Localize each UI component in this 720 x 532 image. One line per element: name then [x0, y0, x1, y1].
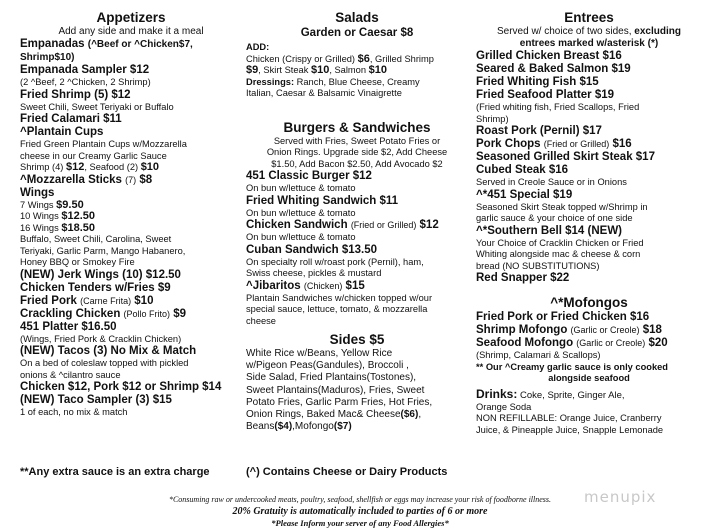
menu-item-grilled-chicken: Grilled Chicken Breast $16 [476, 50, 622, 62]
sides-line-5: Potato Fries, Garlic Parm Fries, Hot Fries, [246, 396, 433, 408]
sides-line-4: Sweet Plantains(Maduros), Fries, Sweet [246, 384, 425, 396]
gratuity-note: 20% Gratuity is automatically included to parties of 6 or more [232, 506, 488, 517]
menu-item-crackling-chicken: Crackling Chicken (Pollo Frito) $9 [20, 307, 187, 320]
jibaritos-desc-2: special sauce, lettuce, tomato, & mozzarella [246, 304, 428, 314]
mofongo-note-2: alongside seafood [548, 373, 630, 383]
menu-item-skirt-steak: Seasoned Grilled Skirt Steak $17 [476, 151, 655, 163]
sides-line-3: Side Salad, Fried Plantains(Tostones), [246, 372, 417, 384]
sides-line-2: w/Pigeon Peas(Gandules), Broccoli , [246, 360, 409, 372]
appetizers-title: Appetizers [96, 10, 166, 25]
cuban-desc-2: Swiss cheese, pickles & mustard [246, 268, 382, 278]
menu-item-fried-shrimp: Fried Shrimp (5) $12 [20, 88, 131, 101]
dairy-note: (^) Contains Cheese or Dairy Products [246, 466, 448, 478]
jibaritos-desc-1: Plantain Sandwiches w/chicken topped w/our [246, 292, 433, 303]
whiting-sandwich-desc: On bun w/lettuce & tomato [246, 207, 356, 218]
mofongos-title: ^*Mofongos [550, 295, 628, 310]
menu-item-whiting-sandwich: Fried Whiting Sandwich $11 [246, 194, 399, 207]
menu-item-jerk-wings: (NEW) Jerk Wings (10) $12.50 [20, 268, 181, 281]
seafood-desc-1: (Fried whiting fish, Fried Scallops, Fried [476, 102, 640, 112]
salads-dressings: Dressings: Ranch, Blue Cheese, Creamy [246, 76, 420, 87]
menu-item-tacos: (NEW) Tacos (3) No Mix & Match [20, 345, 197, 357]
mofongo-note-1: ** Our ^Creamy garlic sauce is only cooked [476, 361, 668, 372]
salads-add-label: ADD: [246, 42, 270, 52]
tacos-desc-1: On a bed of coleslaw topped with pickled [20, 358, 189, 368]
special-desc-1: Seasoned Skirt Steak topped w/Shrimp in [476, 201, 648, 212]
wings-7: 7 Wings $9.50 [20, 198, 84, 211]
entrees-title: Entrees [564, 10, 614, 25]
menu-item-red-snapper: Red Snapper $22 [476, 272, 570, 284]
jibaritos-desc-3: cheese [246, 315, 276, 326]
menu-item-empanada-sampler: Empanada Sampler $12 [20, 64, 150, 76]
salads-add-line-1: Chicken (Crispy or Grilled) $6, Grilled Shrimp [246, 52, 434, 65]
extra-sauce-note: **Any extra sauce is an extra charge [20, 466, 210, 478]
menu-item-salmon: Seared & Baked Salmon $19 [476, 63, 631, 75]
taco-sampler-desc: 1 of each, no mix & match [20, 407, 128, 417]
middle-column [246, 10, 468, 433]
salads-title: Salads [335, 10, 379, 25]
wings-desc-1: Buffalo, Sweet Chili, Carolina, Sweet [20, 234, 172, 244]
foodborne-disclaimer: *Consuming raw or undercooked meats, poultry, seafood, shellfish or eggs may increase your risk of foodborne illness. [168, 495, 552, 504]
cuban-desc-1: On specialty roll w/roast pork (Pernil), ham, [246, 256, 424, 267]
burgers-desc-1: Served with Fries, Sweet Potato Fries or [273, 135, 441, 146]
menu-item-chicken-sandwich: Chicken Sandwich (Fried or Grilled) $12 [246, 219, 439, 231]
menu-item-451-special: ^*451 Special $19 [476, 188, 573, 201]
menu-item-jibaritos: ^Jibaritos (Chicken) $15 [246, 279, 365, 292]
fried-shrimp-desc: Sweet Chili, Sweet Teriyaki or Buffalo [20, 101, 174, 112]
chicken-sandwich-desc: On bun w/lettuce & tomato [246, 232, 356, 242]
platter-desc: (Wings, Fried Pork & Cracklin Chicken) [20, 333, 182, 344]
classic-burger-desc: On bun w/lettuce & tomato [246, 183, 356, 193]
plantain-desc-2: cheese in our Creamy Garlic Sauce [20, 150, 167, 161]
appetizers-subtitle: Add any side and make it a meal [58, 26, 204, 37]
menu-item-roast-pork: Roast Pork (Pernil) $17 [476, 125, 602, 137]
menu-item-seafood-mofongo: Seafood Mofongo (Garlic or Creole) $20 [476, 337, 668, 349]
menu-item-cubed-steak: Cubed Steak $16 [476, 164, 569, 176]
salads-dressings-2: Italian, Caesar & Balsamic Vinaigrette [246, 88, 402, 98]
menu-item-empanadas: Empanadas (^Beef or ^Chicken$7, [20, 38, 193, 50]
sides-line-7: Beans($4),Mofongo($7) [246, 421, 352, 433]
seafood-desc-2: Shrimp) [476, 113, 509, 124]
burgers-title: Burgers & Sandwiches [283, 119, 431, 135]
sides-title: Sides $5 [329, 332, 385, 347]
menu-item-plantain-cups: ^Plantain Cups [20, 126, 104, 138]
wings-desc-3: Honey BBQ or Smokey Fire [20, 257, 135, 267]
menu-item-taco-sampler: (NEW) Taco Sampler (3) $15 [20, 394, 172, 406]
wings-16: 16 Wings $18.50 [20, 221, 95, 234]
appetizers-column [20, 10, 242, 419]
menu-item-mofongo-pork-chicken: Fried Pork or Fried Chicken $16 [476, 311, 650, 323]
plantain-desc-1: Fried Green Plantain Cups w/Mozzarella [20, 139, 187, 149]
cubed-steak-desc: Served in Creole Sauce or in Onions [476, 177, 627, 187]
entrees-subtitle-2: entrees marked w/asterisk (*) [519, 38, 659, 49]
burgers-desc-2: Onion Rings. Upgrade side $2, Add Cheese [266, 147, 448, 157]
menu-item-seafood-platter: Fried Seafood Platter $19 [476, 89, 615, 101]
allergy-note: *Please Inform your server of any Food Allergies* [271, 518, 449, 528]
menu-item-wings: Wings [20, 186, 55, 199]
menu-item-fried-pork: Fried Pork (Carne Frita) $10 [20, 294, 154, 307]
wings-desc-2: Teriyaki, Garlic Parm, Mango Habanero, [20, 245, 186, 256]
drinks-line-3: NON REFILLABLE: Orange Juice, Cranberry [476, 413, 662, 423]
entrees-column [476, 10, 702, 436]
drinks-line-2: Orange Soda [476, 401, 532, 412]
drinks-line-1: Drinks: Coke, Sprite, Ginger Ale, [476, 386, 625, 401]
menu-item-fried-calamari: Fried Calamari $11 [20, 113, 122, 125]
menu-item-chicken-tenders: Chicken Tenders w/Fries $9 [20, 281, 171, 294]
entrees-subtitle-1: Served w/ choice of two sides, excluding [497, 26, 681, 37]
burgers-desc-3: $1.50, Add Bacon $2.50, Add Avocado $2 [271, 158, 443, 169]
menu-item-cuban-sandwich: Cuban Sandwich $13.50 [246, 243, 378, 256]
seafood-mofongo-desc: (Shrimp, Calamari & Scallops) [476, 350, 601, 360]
sides-line-6: Onion Rings, Baked Mac& Cheese($6), [246, 409, 422, 421]
salads-subtitle: Garden or Caesar $8 [300, 27, 414, 39]
sampler-desc: (2 ^Beef, 2 ^Chicken, 2 Shrimp) [20, 77, 151, 87]
menu-item-whiting-fish: Fried Whiting Fish $15 [476, 76, 599, 88]
plantain-desc-3: Shrimp (4) $12, Seafood (2) $10 [20, 161, 160, 173]
sides-line-1: White Rice w/Beans, Yellow Rice [246, 348, 393, 359]
drinks-line-4: Juice, & Pineapple Juice, Snapple Lemonade [476, 424, 664, 435]
menu-item-southern-bell: ^*Southern Bell $14 (NEW) [476, 224, 623, 237]
tacos-desc-2: onions & ^cilantro sauce [20, 369, 121, 380]
menu-item-shrimp-mofongo: Shrimp Mofongo (Garlic or Creole) $18 [476, 324, 662, 336]
special-desc-2: garlic sauce & your choice of one side [476, 213, 633, 223]
menu-item-mozzarella-sticks: ^Mozzarella Sticks (7) $8 [20, 173, 153, 186]
menu-item-451-platter: 451 Platter $16.50 [20, 320, 117, 333]
wings-10: 10 Wings $12.50 [20, 210, 95, 222]
menupix-watermark: menupix [584, 488, 657, 506]
menu-item-classic-burger: 451 Classic Burger $12 [246, 170, 372, 182]
southern-desc-2: Whiting alongside mac & cheese & corn [476, 249, 641, 259]
tacos-prices: Chicken $12, Pork $12 or Shrimp $14 [20, 381, 222, 393]
southern-desc-1: Your Choice of Cracklin Chicken or Fried [476, 237, 644, 248]
menu-item-pork-chops: Pork Chops (Fried or Grilled) $16 [476, 138, 632, 150]
menu-item-empanadas-shrimp: Shrimp$10) [20, 52, 75, 63]
salads-add-line-2: $9, Skirt Steak $10, Salmon $10 [246, 64, 387, 76]
southern-desc-3: bread (NO SUBSTITUTIONS) [476, 260, 600, 271]
